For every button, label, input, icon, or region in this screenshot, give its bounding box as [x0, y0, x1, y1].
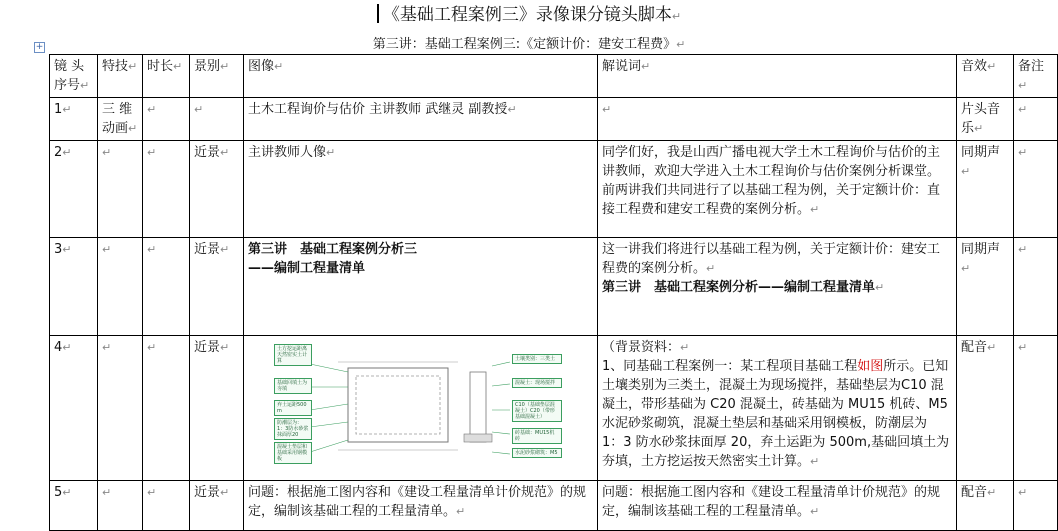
narration-lecture-title: 第三讲 基础工程案例分析——编制工程量清单 — [602, 280, 876, 295]
cell-technique: ↵ — [98, 141, 143, 238]
header-narration: 解说词↵ — [598, 55, 957, 98]
cell-scene: 近景↵ — [190, 238, 244, 336]
cell-shot-no: 3↵ — [50, 238, 98, 336]
figure-note-4: 防潮层为：1：3防水砂浆抹面厚20 — [274, 418, 312, 440]
cell-shot-no: 5↵ — [50, 481, 98, 531]
header-duration: 时长↵ — [143, 55, 190, 98]
cell-image — [244, 238, 598, 336]
header-image: 图像↵ — [244, 55, 598, 98]
header-technique: 特技↵ — [98, 55, 143, 98]
cell-duration: ↵ — [143, 336, 190, 481]
move-handle-icon[interactable]: + — [35, 42, 44, 52]
figure-note-8: C10（基础垫层混凝土）C20（带形基础混凝土） — [512, 400, 562, 422]
table-row — [50, 98, 1058, 141]
cell-remarks: ↵ — [1014, 141, 1058, 238]
cell-remarks: ↵ — [1014, 481, 1058, 531]
foundation-drawing-figure — [248, 342, 588, 466]
cell-scene: 近景↵ — [190, 481, 244, 531]
cell-technique: ↵ — [98, 481, 143, 531]
figure-note-1: 土方挖运距离天然密实土计算 — [274, 344, 312, 366]
cell-image: 问题：根据施工图内容和《建设工程量清单计价规范》的规定，编制该基础工程的工程量清单。↵ — [244, 481, 598, 531]
cell-duration: ↵ — [143, 141, 190, 238]
document-subtitle: 第三讲：基础工程案例三:《定额计价：建安工程费》↵ — [372, 37, 686, 52]
cell-shot-no: 2↵ — [50, 141, 98, 238]
cell-narration: 这一讲我们将进行以基础工程为例，关于定额计价：建安工程费的案例分析。↵ 第三讲 基础工程案例分析——编制工程量清单↵ — [598, 238, 957, 336]
cell-narration: 问题：根据施工图内容和《建设工程量清单计价规范》的规定，编制该基础工程的工程量清单。↵ — [598, 481, 957, 531]
figure-note-7: 混凝土：现场搅拌 — [512, 378, 562, 388]
cell-scene: 近景↵ — [190, 336, 244, 481]
figure-note-3: 弃土运距500m — [274, 400, 312, 416]
text-cursor — [377, 4, 379, 23]
cell-duration: ↵ — [143, 98, 190, 141]
header-sound: 音效↵ — [957, 55, 1014, 98]
figure-note-10: 水泥砂浆砌筑：M5 — [512, 448, 562, 458]
lecture-title: 第三讲 基础工程案例分析三 — [248, 242, 418, 257]
cell-sound: 配音↵ — [957, 481, 1014, 531]
cell-narration: 同学们好，我是山西广播电视大学土木工程询价与估价的主讲教师，欢迎大学进入土木工程询价与估价案例分析课堂。前两讲我们共同进行了以基础工程为例，关于定额计价：直接工程费和建安工程费的案例分析。↵ — [598, 141, 957, 238]
cell-narration: （背景资料：↵ 1、同基础工程案例一：某工程项目基础工程如图所示。已知土壤类别为三类土，混凝土为现场搅拌，基础垫层为C10 混凝土，带形基础为 C20 混凝土，砖基础为 MU15 机砖、M5 水泥砂浆砌筑，混凝土垫层和基础采用钢模板，防潮层为 1：3 防水砂浆抹面厚 20，弃土运距为 500m,基础回填土为夯填，土方挖运按天然密实土计算。↵ — [598, 336, 957, 481]
cell-scene: ↵ — [190, 98, 244, 141]
figure-note-2: 基础回填土为夯填 — [274, 378, 312, 394]
table-row — [50, 141, 1058, 238]
header-remarks: 备注↵ — [1014, 55, 1058, 98]
document-title: 《基础工程案例三》录像课分镜头脚本↵ — [0, 4, 1058, 28]
cell-technique: ↵ — [98, 238, 143, 336]
lecture-subtitle: ——编制工程量清单 — [248, 261, 366, 276]
cell-image: 土木工程询价与估价 主讲教师 武继灵 副教授↵ — [244, 98, 598, 141]
cell-image — [244, 336, 598, 481]
figure-note-9: 砖基础：MU15机砖 — [512, 428, 562, 444]
storyboard-table — [49, 54, 1058, 531]
cell-technique: ↵ — [98, 336, 143, 481]
cell-sound: 同期声↵ — [957, 238, 1014, 336]
cell-technique: 三 维动画↵ — [98, 98, 143, 141]
cell-duration: ↵ — [143, 481, 190, 531]
cell-sound: 同期声↵ — [957, 141, 1014, 238]
cell-shot-no: 1↵ — [50, 98, 98, 141]
header-shot-no: 镜 头序号↵ — [50, 55, 98, 98]
cell-narration: ↵ — [598, 98, 957, 141]
figure-note-6: 土壤类别：三类土 — [512, 354, 562, 364]
cell-duration: ↵ — [143, 238, 190, 336]
cell-shot-no: 4↵ — [50, 336, 98, 481]
header-scene: 景别↵ — [190, 55, 244, 98]
cell-sound: 配音↵ — [957, 336, 1014, 481]
figure-reference: 如图 — [857, 359, 884, 374]
cell-remarks: ↵ — [1014, 238, 1058, 336]
cell-sound: 片头音乐↵ — [957, 98, 1014, 141]
cell-remarks: ↵ — [1014, 98, 1058, 141]
table-row — [50, 238, 1058, 336]
figure-note-5: 混凝土垫层和基础采用钢模板 — [274, 442, 312, 464]
cell-scene: 近景↵ — [190, 141, 244, 238]
table-row — [50, 336, 1058, 481]
table-header-row — [50, 55, 1058, 98]
cell-image: 主讲教师人像↵ — [244, 141, 598, 238]
table-row — [50, 481, 1058, 531]
cell-remarks: ↵ — [1014, 336, 1058, 481]
